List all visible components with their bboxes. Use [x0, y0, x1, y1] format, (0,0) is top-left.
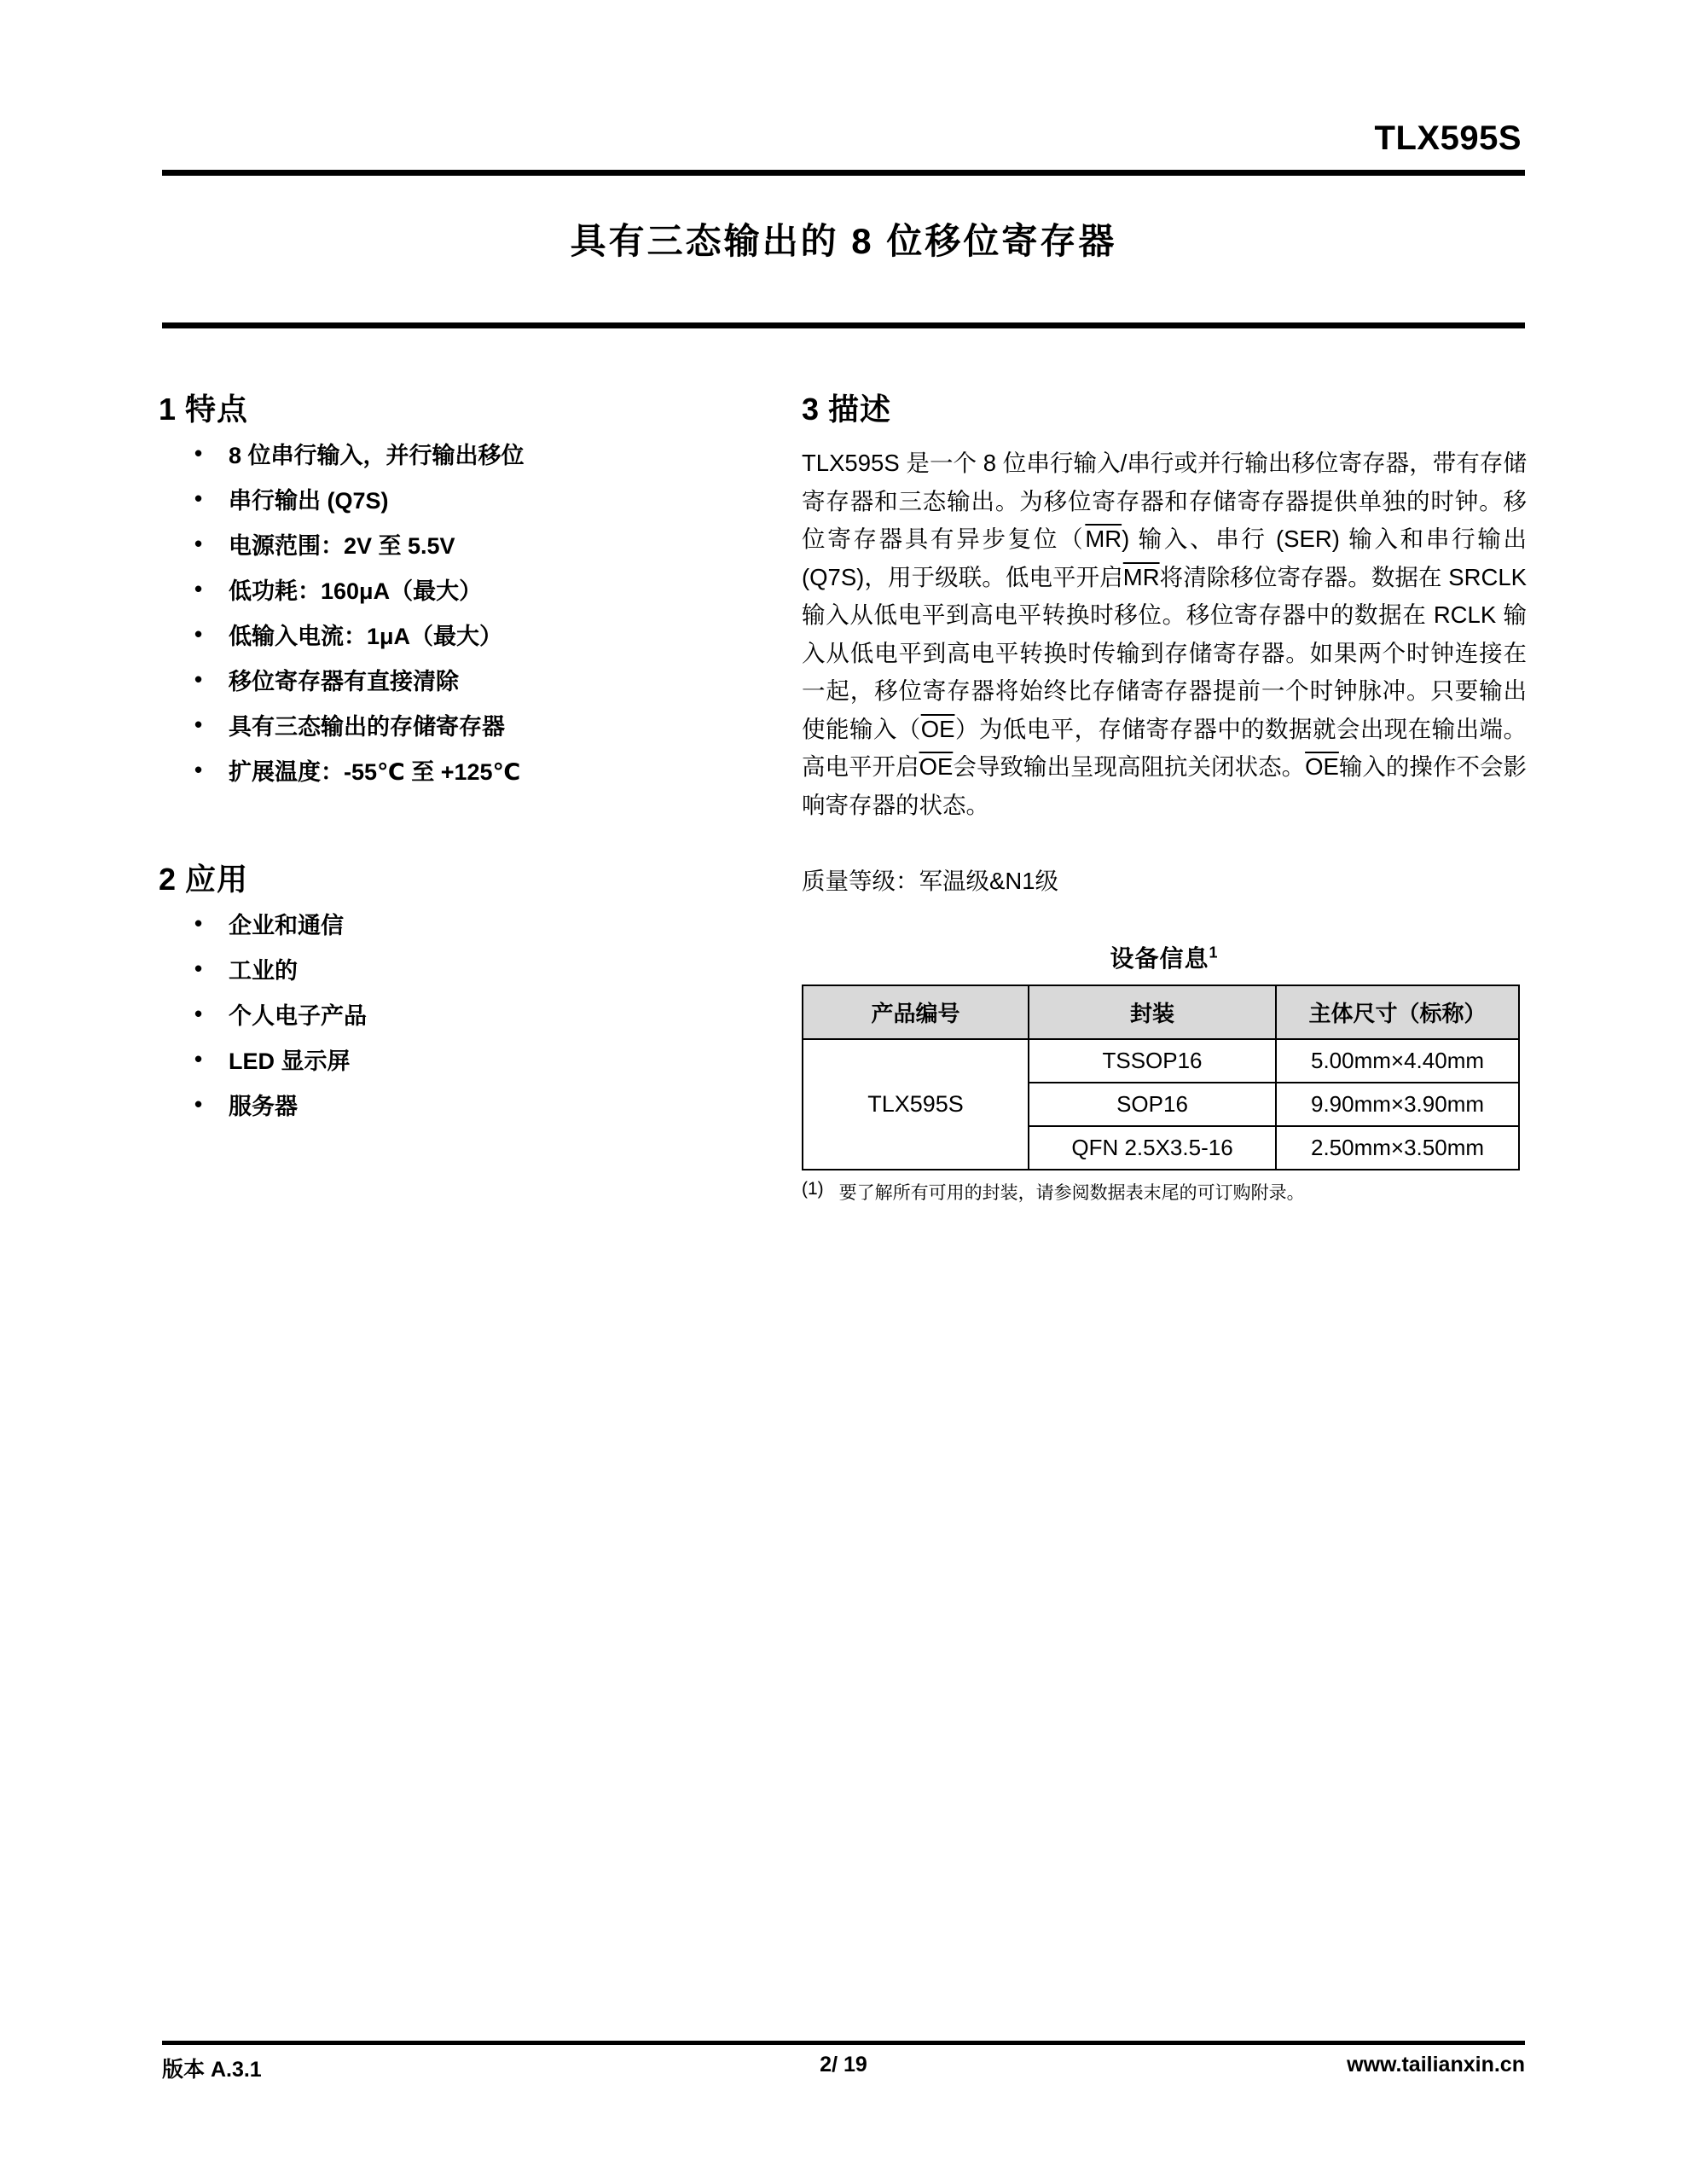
- list-item: • 扩展温度：-55℃ 至 +125℃: [159, 761, 790, 784]
- device-info-caption-text: 设备信息: [1110, 945, 1209, 973]
- oe-signal-label: $\overline{OE}$: [919, 753, 954, 781]
- column-header-body-size: 主体尺寸（标称）: [1276, 985, 1519, 1039]
- cell-body-size: 9.90mm×3.90mm: [1276, 1083, 1519, 1126]
- description-title: 描述: [828, 392, 892, 427]
- left-column: [159, 386, 790, 1141]
- desc-text-part-3: 将清除移位寄存器。数据在 SRCLK 输入从低电平到高电平转换时移位。移位寄存器中的数据在 RCLK 输入从低电平到高电平转换时传输到存储寄存器。如果两个时钟连接在一起，移位寄存器将始终比存储寄存器提前一个时钟脉冲。只要输出使能输入（: [802, 563, 1527, 742]
- desc-text-part-1: TLX595S 是一个 8 位串行输入/串行或并行输出移位寄存器，带有存储寄存器和三态输出。为移位寄存器和存储寄存器提供单独的时钟。移位寄存器具有异步复位（: [802, 450, 1527, 553]
- footer-rule: [162, 2041, 1525, 2045]
- list-item: • 低功耗：160μA（最大）: [159, 580, 790, 603]
- list-item: • 具有三态输出的存储寄存器: [159, 716, 790, 739]
- cell-package: QFN 2.5X3.5-16: [1029, 1126, 1276, 1170]
- cell-package: SOP16: [1029, 1083, 1276, 1126]
- desc-text-part-6: 输入的操作不会影响寄存器的状态。: [802, 753, 1528, 818]
- applications-number: 2: [159, 862, 177, 897]
- device-info-table: [802, 985, 1520, 1170]
- applications-list: [159, 915, 790, 1118]
- device-info-caption: [802, 940, 1527, 974]
- document-title: 具有三态输出的 8 位移位寄存器: [570, 221, 1117, 261]
- list-item: • 串行输出 (Q7S): [159, 490, 790, 513]
- features-list: [159, 444, 790, 784]
- right-column: [802, 386, 1527, 1205]
- list-item: • 工业的: [159, 960, 790, 983]
- footer-website: www.tailianxin.cn: [1347, 2053, 1525, 2077]
- list-item: • LED 显示屏: [159, 1050, 790, 1073]
- applications-heading: [159, 856, 790, 899]
- oe-signal-label: $\overline{OE}$: [920, 715, 955, 742]
- list-item: • 电源范围：2V 至 5.5V: [159, 535, 790, 558]
- list-item: • 移位寄存器有直接清除: [159, 671, 790, 694]
- cell-body-size: 5.00mm×4.40mm: [1276, 1039, 1519, 1083]
- features-heading: [159, 386, 790, 429]
- applications-title: 应用: [185, 862, 249, 897]
- header-rule: [162, 170, 1525, 176]
- footnote-text: 要了解所有可用的封装，请参阅数据表末尾的可订购附录。: [838, 1183, 1305, 1204]
- table-footnote: [802, 1179, 1527, 1205]
- footer-page-number: 2/ 19: [820, 2053, 867, 2077]
- desc-text-part-5: 会导致输出呈现高阻抗关闭状态。: [953, 753, 1306, 781]
- list-item: • 企业和通信: [159, 915, 790, 938]
- desc-text-part-4: ）为低电平，存储寄存器中的数据就会出现在输出端。高电平开启: [802, 715, 1527, 781]
- description-paragraph: [802, 444, 1527, 824]
- features-title: 特点: [185, 392, 249, 427]
- page-header: [162, 119, 1525, 176]
- list-item: • 8 位串行输入，并行输出移位: [159, 444, 790, 468]
- list-item: • 服务器: [159, 1095, 790, 1118]
- list-item: • 低输入电流：1μA（最大）: [159, 625, 790, 648]
- oe-signal-label: $\overline{OE}$: [1305, 753, 1339, 781]
- quality-grade: 质量等级：军温级&N1级: [802, 868, 1058, 895]
- footer-version: 版本 A.3.1: [162, 2058, 262, 2082]
- footnote-number: (1): [802, 1179, 824, 1199]
- section-spacer: [159, 806, 790, 856]
- table-row: [803, 1039, 1519, 1083]
- part-number-title: TLX595S: [1374, 119, 1522, 157]
- device-info-caption-footnote-marker: 1: [1209, 944, 1219, 962]
- table-header-row: [803, 985, 1519, 1039]
- desc-text-part-2: ) 输入、串行 (SER) 输入和串行输出 (Q7S)，用于级联。低电平开启: [802, 526, 1528, 590]
- cell-package: TSSOP16: [1029, 1039, 1276, 1083]
- description-heading: [802, 386, 1527, 429]
- cell-part-number: TLX595S: [803, 1039, 1029, 1170]
- column-header-package: 封装: [1029, 985, 1276, 1039]
- mr-signal-label: $\overline{MR}$: [1085, 526, 1122, 553]
- title-rule: [162, 322, 1525, 328]
- page-footer: [162, 2053, 1525, 2083]
- list-item: • 个人电子产品: [159, 1005, 790, 1028]
- cell-body-size: 2.50mm×3.50mm: [1276, 1126, 1519, 1170]
- description-number: 3: [802, 392, 820, 427]
- features-number: 1: [159, 392, 177, 427]
- mr-signal-label: $\overline{MR}$: [1122, 563, 1160, 590]
- column-header-part-number: 产品编号: [803, 985, 1029, 1039]
